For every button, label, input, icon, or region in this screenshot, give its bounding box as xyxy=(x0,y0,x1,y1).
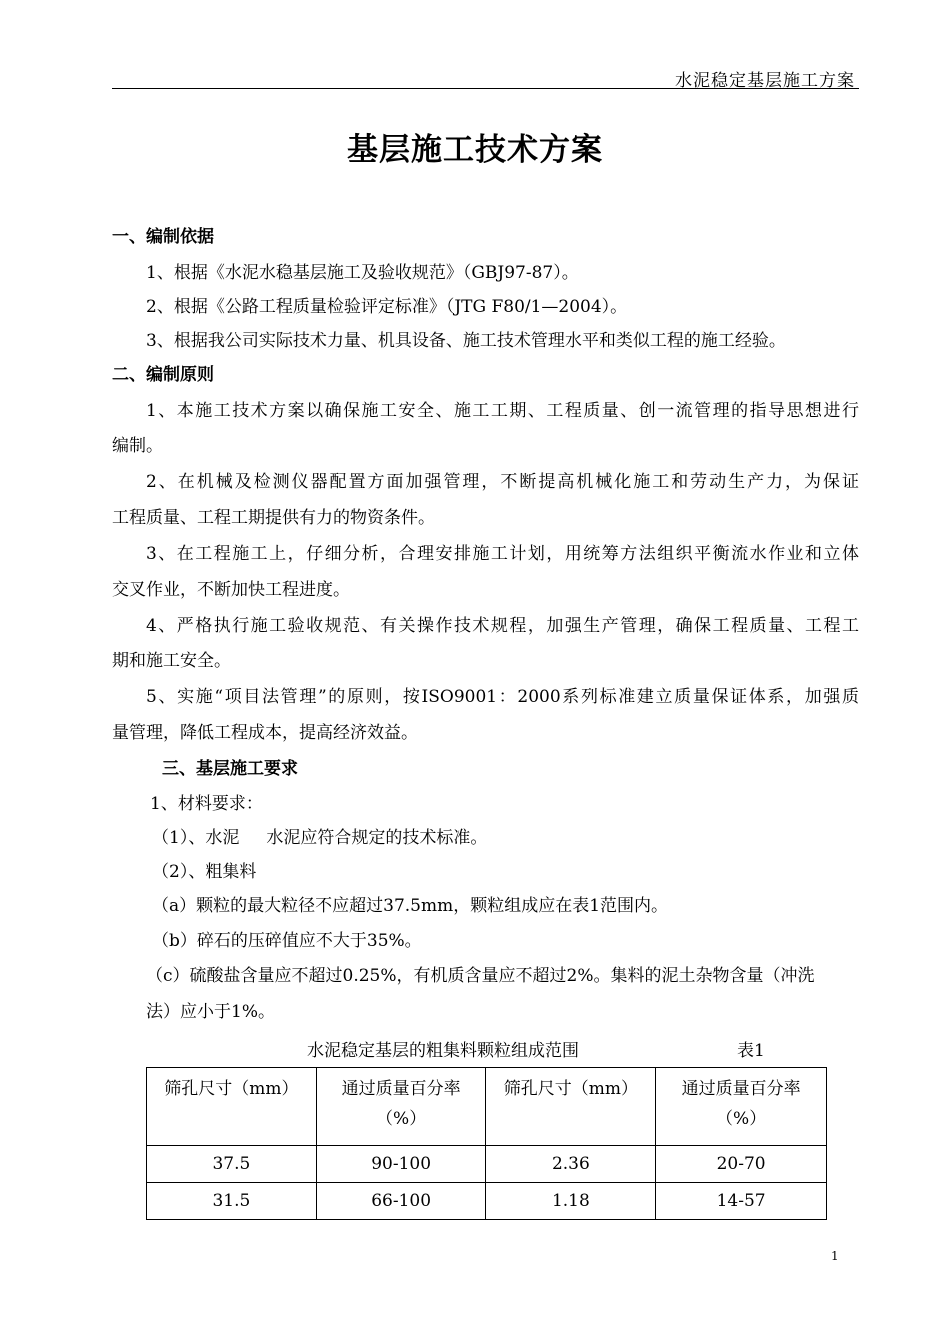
materials-heading: 1、材料要求： xyxy=(150,794,263,814)
table-cell: 20-70 xyxy=(656,1146,827,1183)
header-passing-percent-2 xyxy=(656,1068,827,1146)
running-header: 水泥稳定基层施工方案 xyxy=(675,71,855,91)
principle-4-line-2: 期和施工安全。 xyxy=(112,651,231,671)
table-row xyxy=(147,1146,827,1183)
principle-3-line-1: 3、在工程施工上，仔细分析，合理安排施工计划，用统筹方法组织平衡流水作业和立体 xyxy=(146,544,859,564)
section-heading-principles: 二、编制原则 xyxy=(112,365,214,385)
header-sieve-size-1 xyxy=(147,1068,317,1146)
table-cell: 14-57 xyxy=(656,1183,827,1220)
table-cell: 1.18 xyxy=(486,1183,656,1220)
header-sieve-size-2 xyxy=(486,1068,656,1146)
aggregate-item-c-line-1: （c）硫酸盐含量应不超过0.25%，有机质含量应不超过2%。集料的泥土杂物含量（冲洗 xyxy=(146,966,815,986)
principle-1-line-2: 编制。 xyxy=(112,436,163,456)
section-heading-basis: 一、编制依据 xyxy=(112,227,214,247)
header-passing-percent-1-unit: （%） xyxy=(376,1109,427,1129)
table-number: 表1 xyxy=(737,1041,765,1061)
principle-4-line-1: 4、严格执行施工验收规范、有关操作技术规程，加强生产管理，确保工程质量、工程工 xyxy=(146,616,859,636)
principle-2-line-1: 2、在机械及检测仪器配置方面加强管理，不断提高机械化施工和劳动生产力，为保证 xyxy=(146,472,859,492)
principle-2-line-2: 工程质量、工程工期提供有力的物资条件。 xyxy=(112,508,435,528)
principle-3-line-2: 交叉作业，不断加快工程进度。 xyxy=(112,580,350,600)
header-passing-percent-2-text: 通过质量百分率 xyxy=(681,1079,801,1099)
aggregate-item-b: （b）碎石的压碎值应不大于35%。 xyxy=(152,931,422,951)
aggregate-item-c-line-2: 法）应小于1%。 xyxy=(146,1002,275,1022)
table-cell: 90-100 xyxy=(316,1146,486,1183)
table-header-row xyxy=(147,1068,827,1146)
header-passing-percent-1 xyxy=(316,1068,486,1146)
cement-requirement: （1）、水泥 水泥应符合规定的技术标准。 xyxy=(152,828,488,848)
gradation-table xyxy=(146,1067,827,1220)
table-cell: 37.5 xyxy=(147,1146,317,1183)
table-cell: 31.5 xyxy=(147,1183,317,1220)
page-number: 1 xyxy=(831,1249,839,1263)
page-title: 基层施工技术方案 xyxy=(347,132,603,168)
table-cell: 66-100 xyxy=(316,1183,486,1220)
header-passing-percent-1-text: 通过质量百分率 xyxy=(341,1079,461,1099)
principle-1-line-1: 1、本施工技术方案以确保施工安全、施工工期、工程质量、创一流管理的指导思想进行 xyxy=(146,401,859,421)
basis-item-3: 3、根据我公司实际技术力量、机具设备、施工技术管理水平和类似工程的施工经验。 xyxy=(146,331,786,351)
basis-item-2: 2、根据《公路工程质量检验评定标准》（JTG F80/1—2004）。 xyxy=(146,297,628,317)
header-sieve-size-1-text: 筛孔尺寸（mm） xyxy=(164,1079,299,1099)
aggregate-item-a: （a）颗粒的最大粒径不应超过37.5mm，颗粒组成应在表1范围内。 xyxy=(152,896,669,916)
basis-item-1: 1、根据《水泥水稳基层施工及验收规范》（GBJ97-87）。 xyxy=(146,263,579,283)
table-caption: 水泥稳定基层的粗集料颗粒组成范围 xyxy=(307,1041,579,1061)
header-sieve-size-2-text: 筛孔尺寸（mm） xyxy=(503,1079,638,1099)
header-divider xyxy=(112,88,859,89)
table-row xyxy=(147,1183,827,1220)
principle-5-line-1: 5、实施“项目法管理”的原则，按ISO9001：2000系列标准建立质量保证体系，加强质 xyxy=(146,687,859,707)
table-cell: 2.36 xyxy=(486,1146,656,1183)
aggregate-heading: （2）、粗集料 xyxy=(152,862,257,882)
section-heading-requirements: 三、基层施工要求 xyxy=(162,759,298,779)
header-passing-percent-2-unit: （%） xyxy=(716,1109,767,1129)
principle-5-line-2: 量管理，降低工程成本，提高经济效益。 xyxy=(112,723,418,743)
